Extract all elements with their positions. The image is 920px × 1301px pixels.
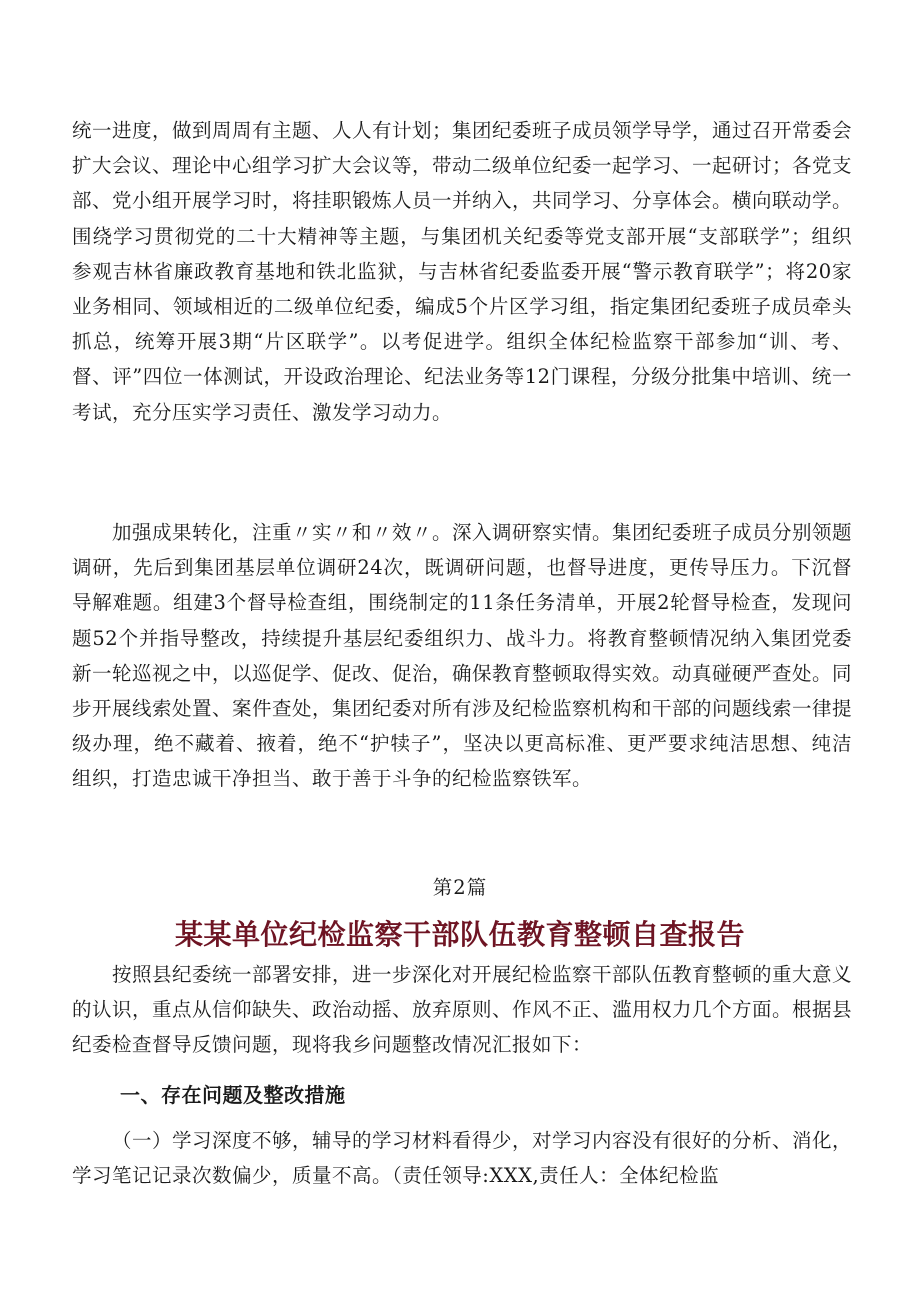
body-paragraph-3: 按照县纪委统一部署安排，进一步深化对开展纪检监察干部队伍教育整顿的重大意义的认识，重点从信仰缺失、政治动摇、放弃原则、作风不正、滥用权力几个方面。根据县纪委检查督导反馈问题，现将我乡问题整改情况汇报如下：: [72, 963, 853, 1057]
section-label: 第2篇: [432, 876, 488, 899]
body-paragraph-4: （一）学习深度不够，辅导的学习材料看得少，对学习内容没有很好的分析、消化，学习笔记记录次数偏少，质量不高。（责任领导:XXX,责任人：全体纪检监: [72, 1129, 853, 1188]
body-paragraph-2: 加强成果转化，注重〃实〃和〃效〃。深入调研察实情。集团纪委班子成员分别领题调研，先后到集团基层单位调研24次，既调研问题，也督导进度，更传导压力。下沉督导解难题。组建3个督导检查组，围绕制定的11条任务清单，开展2轮督导检查，发现问题52个并指导整改，持续提升基层纪委组织力、战斗力。将教育整顿情况纳入集团党委新一轮巡视之中，以巡促学、促改、促治，确保教育整顿取得实效。动真碰硬严查处。同步开展线索处置、案件查处，集团纪委对所有涉及纪检监察机构和干部的问题线索一律提级办理，绝不藏着、掖着，绝不“护犊子”，坚决以更高标准、更严要求纯洁思想、纯洁组织，打造忠诚干净担当、敢于善于斗争的纪检监察铁军。: [72, 521, 853, 791]
body-paragraph-1: 统一进度，做到周周有主题、人人有计划；集团纪委班子成员领学导学，通过召开常委会扩大会议、理论中心组学习扩大会议等，带动二级单位纪委一起学习、一起研讨；各党支部、党小组开展学习时，将挂职锻炼人员一并纳入，共同学习、分享体会。横向联动学。围绕学习贯彻党的二十大精神等主题，与集团机关纪委等党支部开展“支部联学”；组织参观吉林省廉政教育基地和铁北监狱，与吉林省纪委监委开展“警示教育联学”；将20家业务相同、领域相近的二级单位纪委，编成5个片区学习组，指定集团纪委班子成员牵头抓总，统筹开展3期“片区联学”。以考促进学。组织全体纪检监察干部参加“训、考、督、评”四位一体测试，开设政治理论、纪法业务等12门课程，分级分批集中培训、统一考试，充分压实学习责任、激发学习动力。: [72, 119, 853, 424]
document-title: 某某单位纪检监察干部队伍教育整顿自查报告: [174, 918, 745, 951]
section-heading-1: 一、存在问题及整改措施: [120, 1083, 346, 1107]
